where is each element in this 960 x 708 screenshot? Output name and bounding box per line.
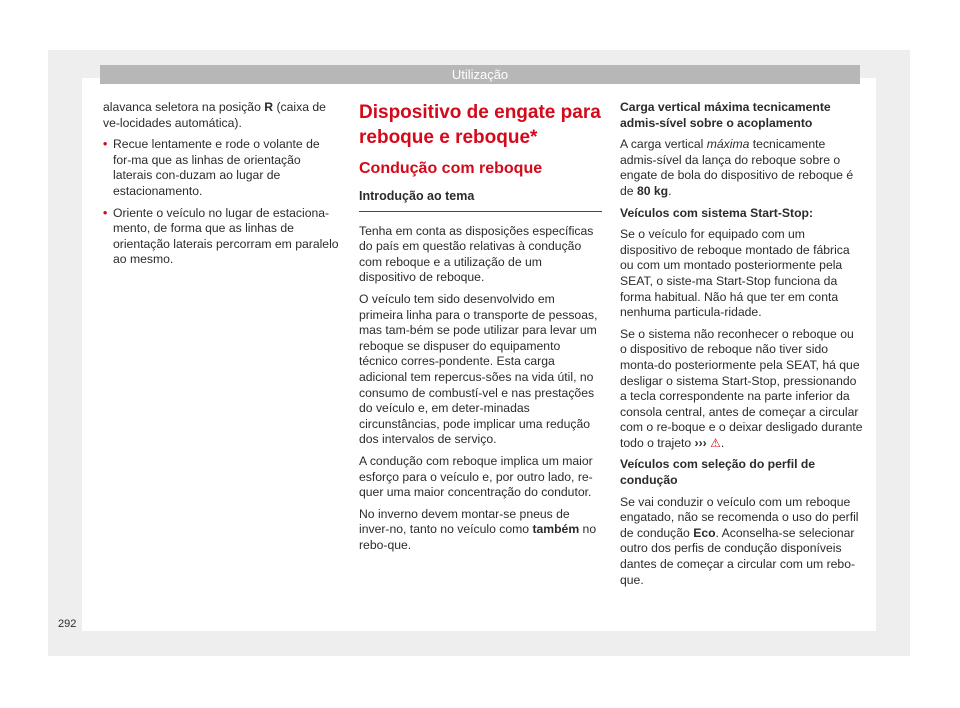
paragraph: Se o veículo for equipado com um dispositivo de reboque montado de fábrica ou com um montado posteriormente pela SEAT, o siste-ma Start-Stop funciona da forma habitual. Não há que ter em conta nenhuma particula-ridade. [620,227,850,320]
bullet-icon: • [103,137,108,152]
list-item: • Oriente o veículo no lugar de estaciona-mento, de forma que as linhas de orientação laterais percorram em paralelo ao mesmo. [103,205,339,267]
list-item: • Recue lentamente e rode o volante de for-ma que as linhas de orientação laterais con-duzam ao lugar de estacionamento. [103,137,320,198]
paragraph: Se vai conduzir o veículo com um reboque engatado, não se recomenda o uso do perfil de condução Eco. Aconselha-se selecionar outro dos perfis de condução disponíveis dantes de começar a circular com um rebo-que. [620,494,859,587]
column-left [103,100,339,274]
bullet-icon: • [103,205,108,220]
warning-icon[interactable]: ⚠ [710,435,721,450]
topic-heading: Introdução ao tema [359,189,602,212]
chapter-title: Dispositivo de engate para reboque e reboque* [359,102,601,148]
subheading: Veículos com sistema Start-Stop: [620,205,814,220]
paragraph: A carga vertical máxima tecnicamente admis-sível da lança do reboque sobre o engate de bola do dispositivo de reboque é de 80 kg. [620,137,854,198]
section-header: Utilização [100,65,860,84]
column-right [620,100,863,594]
paragraph: Tenha em conta as disposições específicas do país em questão relativas à condução com reboque e a utilização de um dispositivo de reboque. [359,223,594,285]
cross-reference-arrow-icon[interactable]: ››› [694,435,707,450]
paragraph: Se o sistema não reconhecer o reboque ou o dispositivo de reboque não tiver sido monta-do posteriormente pela SEAT, há que desligar o sistema Start-Stop, pressionando a tecla correspondente na parte inferior da consola central, antes de começar a circular com o re-boque e o deixar desligado durante todo o trajeto ››› ⚠. [620,326,863,450]
paragraph: O veículo tem sido desenvolvido em primeira linha para o transporte de pessoas, mas tam-bém se pode utilizar para levar um reboque se dispuser do equipamento técnico corres-pondente. Esta carga adicional tem repercus-sões na vida útil, no consumo de combustí-vel e nas prestações do veículo e, em deter-minadas circunstâncias, pode implicar uma redução dos intervalos de serviço. [359,291,598,447]
subheading: Veículos com seleção do perfil de condução [620,457,816,488]
paragraph: A condução com reboque implica um maior esforço para o veículo e, por outro lado, re-quer uma maior concentração do condutor. [359,453,593,500]
section-title: Condução com reboque [359,160,543,177]
paragraph: No inverno devem montar-se pneus de inver-no, tanto no veículo como também no rebo-que. [359,506,597,552]
gear-position: R [264,100,274,114]
column-middle [359,100,602,559]
subheading: Carga vertical máxima tecnicamente admis-sível sobre o acoplamento [620,100,831,130]
page-number: 292 [58,618,77,630]
intro-paragraph: alavanca seletora na posição R (caixa de ve-locidades automática). [103,100,326,130]
